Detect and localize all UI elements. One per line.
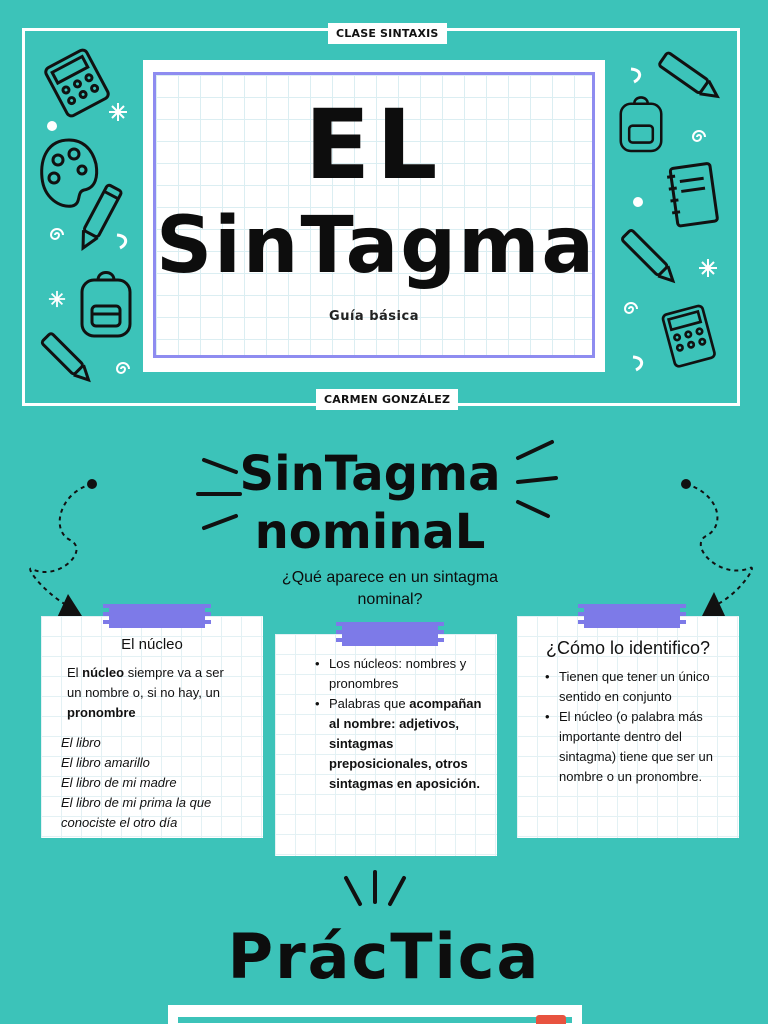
- list-item-text: Palabras que: [329, 696, 410, 711]
- example-item: El libro amarillo: [61, 755, 150, 770]
- section-question: ¿Qué aparece en un sintagma nominal?: [281, 569, 499, 608]
- example-item: El libro de mi madre: [61, 775, 177, 790]
- squiggle-icon: [630, 354, 648, 372]
- sparkle-icon: [108, 102, 128, 122]
- pencil-icon: [36, 326, 100, 390]
- spiral-icon: [48, 226, 66, 244]
- spiral-icon: [114, 360, 132, 378]
- list-item-bold: acompañan al nombre: adjetivos, sintagmas preposicionales, otros sintagmas en aposición.: [329, 696, 482, 791]
- title-line-1: EL: [304, 89, 444, 201]
- section-title-line-1: SinTagma: [239, 446, 501, 502]
- practice-card-edge: [178, 1017, 572, 1023]
- card-title: ¿Cómo lo identifico?: [545, 638, 711, 658]
- calculator-icon: [656, 300, 722, 374]
- intro-bold: núcleo: [82, 665, 125, 680]
- intro-text: siempre va a ser un nombre o, si no hay, un: [67, 665, 224, 700]
- notebook-icon: [664, 160, 720, 232]
- pencil-icon: [616, 226, 686, 292]
- calculator-icon: [40, 48, 114, 118]
- card-title: El núcleo: [121, 636, 183, 653]
- dashed-arrow-left: [20, 470, 110, 630]
- list-item: [315, 694, 483, 794]
- card-components: [275, 634, 497, 856]
- practice-title: PrácTica: [227, 920, 541, 993]
- identify-list: [545, 667, 727, 787]
- emphasis-marks-top: [338, 868, 412, 912]
- title-grid: [153, 72, 595, 358]
- card-nucleo: [41, 616, 263, 838]
- subtitle: Guía básica: [329, 309, 419, 324]
- card-intro: [67, 663, 241, 723]
- washi-tape: [342, 622, 438, 646]
- squiggle-icon: [114, 232, 132, 250]
- list-item: • Tienen que tener un único sentido en conjunto: [545, 667, 727, 707]
- dot-icon: [46, 120, 58, 132]
- author-label: CARMEN GONZÁLEZ: [316, 389, 458, 410]
- spiral-icon: [622, 300, 640, 318]
- sparkle-icon: [698, 258, 718, 278]
- section-title-line-2: nominaL: [254, 504, 486, 560]
- card-identify: [517, 616, 739, 838]
- components-list: [315, 654, 483, 794]
- sticker-icon: [536, 1015, 566, 1024]
- example-item: El libro: [61, 735, 101, 750]
- washi-tape: [109, 604, 205, 628]
- squiggle-icon: [628, 66, 646, 84]
- class-label: CLASE SINTAXIS: [328, 23, 447, 44]
- intro-bold: pronombre: [67, 705, 136, 720]
- title-line-2: SinTagma: [156, 201, 596, 291]
- spiral-icon: [690, 128, 708, 146]
- title-card: [143, 60, 605, 372]
- sparkle-icon: [48, 290, 66, 308]
- washi-tape: [584, 604, 680, 628]
- example-item: El libro de mi prima la que conociste el otro día: [61, 795, 212, 830]
- list-item: • El núcleo (o palabra más importante dentro del sintagma) tiene que ser un nombre o un pronombre.: [545, 707, 727, 787]
- practice-card: [168, 1005, 582, 1024]
- dot-icon: [632, 196, 644, 208]
- backpack-icon: [614, 92, 668, 156]
- examples-list: [61, 733, 251, 833]
- intro-text: El: [67, 665, 83, 680]
- list-item: • Los núcleos: nombres y pronombres: [315, 654, 483, 694]
